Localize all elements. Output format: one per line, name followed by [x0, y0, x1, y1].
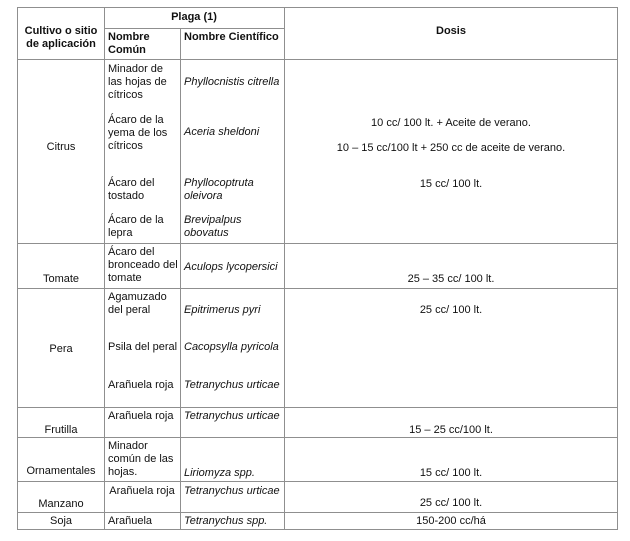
- pest-scientific-name: Tetranychus urticae: [184, 485, 280, 497]
- dose-value: 25 – 35 cc/ 100 lt.: [407, 273, 495, 285]
- pest-common-name: Ácaro de la yema de los cítricos: [108, 114, 168, 153]
- pest-scientific-name: Brevipalpus obovatus: [184, 214, 242, 240]
- crop-cell: Pera: [49, 343, 73, 355]
- crop-cell: Frutilla: [44, 424, 78, 436]
- pest-scientific-name: Cacopsylla pyricola: [184, 341, 279, 353]
- header-dose: Dosis: [436, 25, 466, 37]
- pest-common-name: Ácaro del tostado: [108, 177, 155, 203]
- row-divider: [17, 437, 617, 438]
- dose-value: 15 – 25 cc/100 lt.: [409, 424, 493, 436]
- pest-scientific-name: Phyllocoptruta oleivora: [184, 177, 254, 203]
- pest-common-name: Agamuzado del peral: [108, 291, 167, 317]
- row-divider: [17, 288, 617, 289]
- pest-scientific-name: Tetranychus urticae: [184, 379, 280, 391]
- header-scientific-name: Nombre Científico: [184, 31, 279, 43]
- dose-value: 25 cc/ 100 lt.: [419, 304, 483, 316]
- row-divider: [17, 243, 617, 244]
- row-divider: [17, 512, 617, 513]
- header-common-name: Nombre Común: [108, 31, 150, 57]
- pest-scientific-name: Liriomyza spp.: [184, 467, 255, 479]
- subheader-divider: [104, 28, 284, 29]
- pest-scientific-name: Aculops lycopersici: [184, 261, 278, 273]
- crop-cell: Citrus: [46, 141, 76, 153]
- pest-common-name: Minador común de las hojas.: [108, 440, 174, 479]
- dose-value: 10 – 15 cc/100 lt + 250 cc de aceite de verano.: [336, 142, 566, 154]
- row-divider: [17, 481, 617, 482]
- pest-scientific-name: Epitrimerus pyri: [184, 304, 261, 316]
- pest-common-name: Arañuela: [108, 515, 153, 527]
- pest-common-name: Ácaro de la lepra: [108, 214, 164, 240]
- row-divider: [17, 407, 617, 408]
- pest-common-name: Minador de las hojas de cítricos: [108, 63, 167, 102]
- pest-scientific-name: Phyllocnistis citrella: [184, 76, 280, 88]
- pest-common-name: Psila del peral: [108, 341, 178, 353]
- table-border-left: [17, 7, 18, 530]
- header-plaga: Plaga (1): [171, 11, 217, 23]
- table-border-bottom: [17, 529, 617, 530]
- header-bottom-rule: [17, 59, 617, 60]
- crop-cell: Manzano: [38, 498, 84, 510]
- pest-common-name: Arañuela roja: [108, 379, 174, 391]
- dose-value: 15 cc/ 100 lt.: [419, 178, 483, 190]
- pest-scientific-name: Tetranychus spp.: [184, 515, 268, 527]
- dose-value: 10 cc/ 100 lt. + Aceite de verano.: [371, 117, 531, 129]
- header-crop: Cultivo o sitio de aplicación: [24, 25, 98, 51]
- pest-common-name: Arañuela roja: [109, 485, 175, 497]
- crop-cell: Tomate: [42, 273, 80, 285]
- column-divider: [104, 7, 105, 530]
- pest-common-name: Arañuela roja: [108, 410, 174, 422]
- column-divider: [284, 7, 285, 530]
- table-border-top: [17, 7, 617, 8]
- crop-cell: Soja: [49, 515, 73, 527]
- dose-value: 25 cc/ 100 lt.: [419, 497, 483, 509]
- crop-cell: Ornamentales: [26, 465, 96, 477]
- table-border-right: [617, 7, 618, 530]
- pest-common-name: Ácaro del bronceado del tomate: [108, 246, 178, 285]
- dose-value: 15 cc/ 100 lt.: [419, 467, 483, 479]
- dose-value: 150-200 cc/há: [416, 515, 486, 527]
- column-divider: [180, 28, 181, 530]
- pest-scientific-name: Tetranychus urticae: [184, 410, 280, 422]
- pest-scientific-name: Aceria sheldoni: [184, 126, 260, 138]
